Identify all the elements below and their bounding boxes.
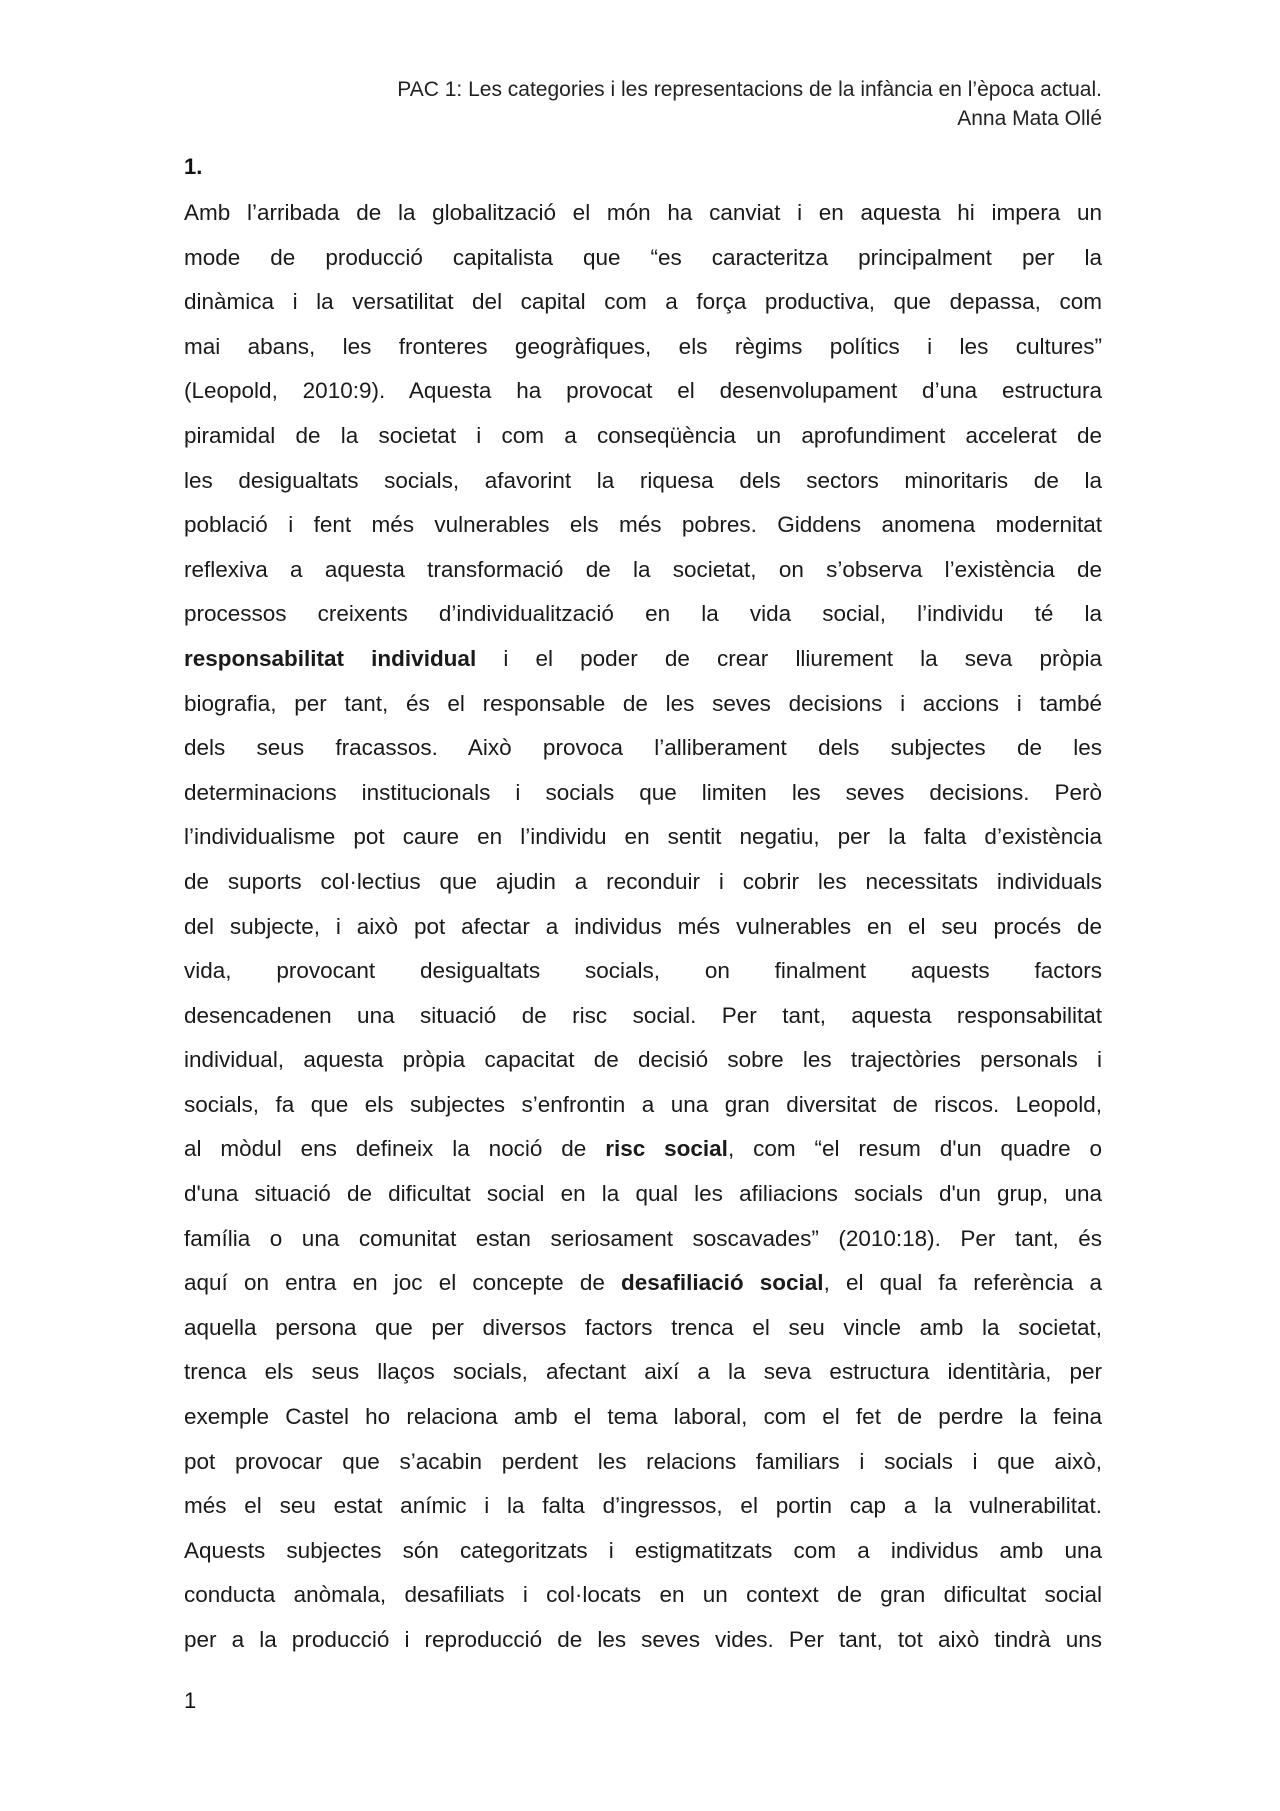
text-run: les desigualtats socials, afavorint la riquesa dels sectors minoritaris de la [184,467,1102,493]
text-line [184,369,1102,414]
text-line [184,1395,1102,1440]
text-run: , el qual fa referència a [823,1270,1103,1296]
text-line [184,1350,1102,1395]
text-line [184,726,1102,771]
text-line [184,815,1102,860]
body-paragraph [184,191,1102,1663]
text-line [184,459,1102,504]
text-run: de suports col·lectius que ajudin a reconduir i cobrir les necessitats individuals [184,868,1102,894]
text-run: dinàmica i la versatilitat del capital com a força productiva, que depassa, com [184,289,1102,315]
text-line [184,280,1102,325]
text-line [184,548,1102,593]
text-line [184,1529,1102,1574]
text-run: pot provocar que s’acabin perdent les relacions familiars i socials i que això, [184,1448,1102,1474]
text-run: Aquests subjectes són categoritzats i estigmatitzats com a individus amb una [184,1537,1102,1563]
text-run: al mòdul ens defineix la noció de [184,1136,606,1162]
text-run: família o una comunitat estan seriosament soscavades” (2010:18). Per tant, és [184,1225,1102,1251]
text-line [184,1440,1102,1485]
page-number: 1 [184,1688,197,1713]
page-header [184,75,1102,133]
text-run: i el poder de crear lliurement la seva pròpia [476,645,1103,671]
text-run: socials, fa que els subjectes s’enfrontin a una gran diversitat de riscos. Leopold, [184,1091,1102,1117]
text-run: (Leopold, 2010:9). Aquesta ha provocat el desenvolupament d’una estructura [184,378,1102,404]
text-run: desencadenen una situació de risc social. Per tant, aquesta responsabilitat [184,1002,1102,1028]
text-line [184,1172,1102,1217]
text-run: aquí on entra en joc el concepte de [184,1270,622,1296]
text-line [184,1217,1102,1262]
header-title: PAC 1: Les categories i les representacions de la infància en l’època actual. [397,78,1102,101]
text-run: l’individualisme pot caure en l’individu en sentit negatiu, per la falta d’existència [184,824,1102,850]
text-run: reflexiva a aquesta transformació de la societat, on s’observa l’existència de [184,556,1102,582]
text-line [184,1038,1102,1083]
text-line [184,682,1102,727]
text-line [184,1083,1102,1128]
text-line [184,1618,1102,1663]
text-run: població i fent més vulnerables els més pobres. Giddens anomena modernitat [184,512,1102,538]
text-run: dels seus fracassos. Això provoca l’alliberament dels subjectes de les [184,735,1102,761]
text-line [184,414,1102,459]
text-run: trenca els seus llaços socials, afectant així a la seva estructura identitària, per [184,1359,1102,1385]
text-line [184,1573,1102,1618]
text-run: individual, aquesta pròpia capacitat de decisió sobre les trajectòries personals i [184,1047,1102,1073]
text-line [184,860,1102,905]
text-line [184,1306,1102,1351]
text-run: exemple Castel ho relaciona amb el tema laboral, com el fet de perdre la feina [184,1404,1102,1430]
bold-term: risc social [605,1136,728,1162]
text-run: determinacions institucionals i socials que limiten les seves decisions. Però [184,779,1102,805]
text-line [184,637,1102,682]
text-line [184,592,1102,637]
text-run: del subjecte, i això pot afectar a individus més vulnerables en el seu procés de [184,913,1102,939]
text-line [184,1484,1102,1529]
text-run: d'una situació de dificultat social en la qual les afiliacions socials d'un grup, una [184,1181,1102,1207]
text-run: mode de producció capitalista que “es caracteritza principalment per la [184,244,1102,270]
text-run: aquella persona que per diversos factors trenca el seu vincle amb la societat, [184,1314,1102,1340]
text-run: biografia, per tant, és el responsable de les seves decisions i accions i també [184,690,1102,716]
section-number: 1. [184,154,203,179]
text-line [184,503,1102,548]
text-line [184,994,1102,1039]
text-run: més el seu estat anímic i la falta d’ingressos, el portin cap a la vulnerabilitat. [184,1493,1102,1519]
text-run: vida, provocant desigualtats socials, on finalment aquests factors [184,958,1102,984]
header-author: Anna Mata Ollé [957,107,1102,130]
bold-term: responsabilitat individual [184,645,477,671]
text-run: mai abans, les fronteres geogràfiques, els règims polítics i les cultures” [184,333,1102,359]
text-run: , com “el resum d'un quadre o [727,1136,1102,1162]
text-line [184,1127,1102,1172]
text-run: Amb l’arribada de la globalització el món ha canviat i en aquesta hi impera un [184,200,1102,225]
text-line [184,949,1102,994]
text-run: piramidal de la societat i com a conseqüència un aprofundiment accelerat de [184,422,1102,448]
text-line [184,191,1102,236]
bold-term: desafiliació social [621,1270,824,1296]
text-line [184,236,1102,281]
text-line [184,771,1102,816]
text-line [184,325,1102,370]
text-run: per a la producció i reproducció de les seves vides. Per tant, tot això tindrà uns [184,1627,1102,1652]
text-line [184,905,1102,950]
text-run: processos creixents d’individualització en la vida social, l’individu té la [184,601,1102,627]
text-line [184,1261,1102,1306]
text-run: conducta anòmala, desafiliats i col·locats en un context de gran dificultat social [184,1582,1102,1608]
